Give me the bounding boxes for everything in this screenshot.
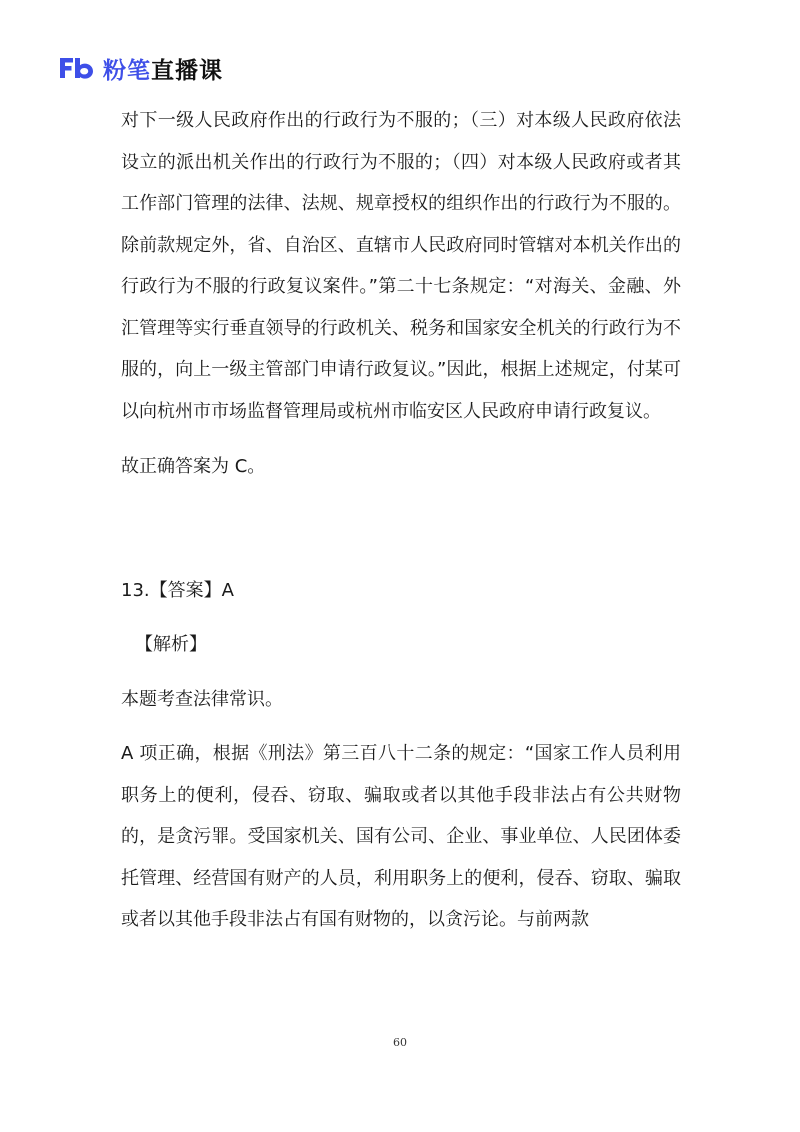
brand-title <box>103 52 223 85</box>
analysis-heading: 【解析】 <box>135 634 207 655</box>
fb-logo-icon <box>57 54 97 82</box>
paragraph-topic: 本题考查法律常识。 <box>121 688 283 710</box>
paragraph-continuation: 对下一级人民政府作出的行政行为不服的；（三）对本级人民政府依法设立的派出机关作出的行政行为不服的；（四）对本级人民政府或者其工作部门管理的法律、法规、规章授权的组织作出的行政行为不服的。除前款规定外，省、自治区、直辖市人民政府同时管辖对本机关作出的行政行为不服的行政复议案件。”第二十七条规定：“对海关、金融、外汇管理等实行垂直领导的行政机关、税务和国家安全机关的行政行为不服的，向上一级主管部门申请行政复议。”因此，根据上述规定，付某可以向杭州市市场监督管理局或杭州市临安区人民政府申请行政复议。 <box>121 110 681 422</box>
brand-part-1: 粉笔 <box>103 57 151 84</box>
question-answer-heading: 13.【答案】A <box>121 579 234 601</box>
document-body <box>121 100 681 941</box>
paragraph-answer-conclusion: 故正确答案为 C。 <box>121 456 266 477</box>
header <box>57 52 223 84</box>
brand-part-2: 直播课 <box>151 57 223 84</box>
page-number: 60 <box>393 1036 407 1049</box>
paragraph-option-a: A 项正确，根据《刑法》第三百八十二条的规定：“国家工作人员利用职务上的便利，侵吞、窃取、骗取或者以其他手段非法占有公共财物的，是贪污罪。受国家机关、国有公司、企业、事业单位、人民团体委托管理、经营国有财产的人员，利用职务上的便利，侵吞、窃取、骗取或者以其他手段非法占有国有财物的，以贪污论。与前两款 <box>121 743 681 930</box>
